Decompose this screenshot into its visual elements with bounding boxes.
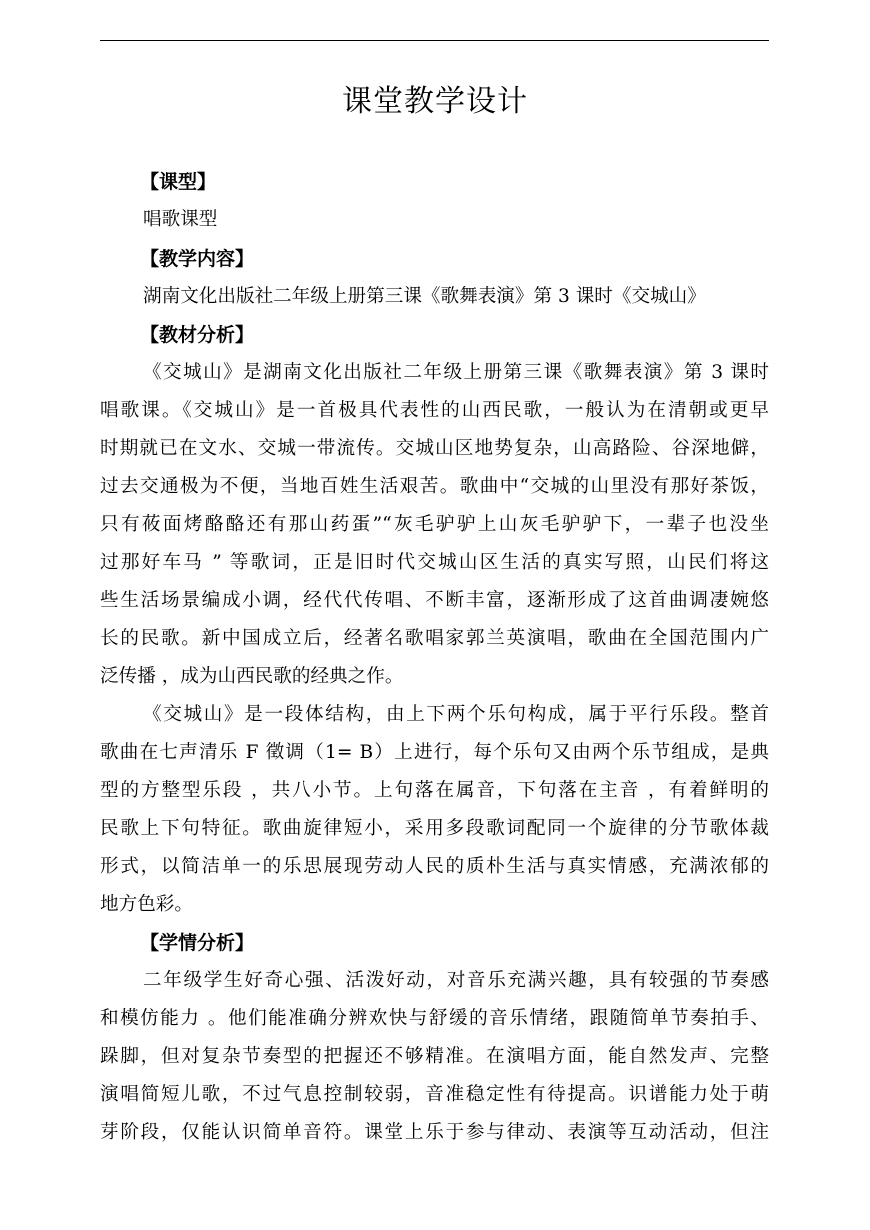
- paragraph-line: 芽阶段，仅能认识简单音符。课堂上乐于参与律动、表演等互动活动，但注: [100, 1122, 769, 1143]
- paragraph-line: 民歌上下句特征。歌曲旋律短小，采用多段歌词配同一个旋律的分节歌体裁: [100, 818, 769, 839]
- paragraph-line: 过去交通极为不便，当地百姓生活艰苦。歌曲中“交城的山里没有那好茶饭，: [100, 476, 769, 497]
- paragraph-line: 二年级学生好奇心强、活泼好动，对音乐充满兴趣，具有较强的节奏感: [143, 970, 769, 991]
- paragraph-line: 过那好车马 ” 等歌词，正是旧时代交城山区生活的真实写照，山民们将这: [100, 552, 769, 573]
- paragraph-line: 泛传播 ，成为山西民歌的经典之作。: [100, 666, 404, 687]
- paragraph-line: 只有莜面烤酪酪还有那山药蛋”“灰毛驴驴上山灰毛驴驴下，一辈子也没坐: [100, 514, 769, 535]
- header-rule: [100, 40, 769, 41]
- content-text: 湖南文化出版社二年级上册第三课《歌舞表演》第 3 课时《交城山》: [143, 286, 706, 307]
- paragraph-line: 长的民歌。新中国成立后，经著名歌唱家郭兰英演唱，歌曲在全国范围内广: [100, 628, 769, 649]
- paragraph-line: 演唱简短儿歌，不过气息控制较弱，音准稳定性有待提高。识谱能力处于萌: [100, 1084, 769, 1105]
- paragraph-line: 和模仿能力 。他们能准确分辨欢快与舒缓的音乐情绪，跟随简单节奏拍手、: [100, 1008, 769, 1029]
- paragraph-line: 跺脚，但对复杂节奏型的把握还不够精准。在演唱方面，能自然发声、完整: [100, 1046, 769, 1067]
- paragraph-line: 《交城山》是湖南文化出版社二年级上册第三课《歌舞表演》第 3 课时: [143, 362, 769, 383]
- section-heading-lesson-type: 【课型】: [140, 171, 217, 193]
- section-heading-material: 【教材分析】: [140, 324, 255, 346]
- lesson-type-text: 唱歌课型: [143, 209, 218, 230]
- paragraph-line: 形式，以简洁单一的乐思展现劳动人民的质朴生活与真实情感，充满浓郁的: [100, 856, 769, 877]
- document-title: 课堂教学设计: [342, 84, 528, 119]
- paragraph-line: 地方色彩。: [100, 894, 193, 915]
- section-heading-students: 【学情分析】: [140, 932, 255, 954]
- paragraph-line: 型的方整型乐段 ，共八小节。上句落在属音，下句落在主音 ，有着鲜明的: [100, 780, 769, 801]
- paragraph-line: 唱歌课。《交城山》是一首极具代表性的山西民歌，一般认为在清朝或更早: [100, 400, 769, 421]
- paragraph-line: 歌曲在七声清乐 F 徵调（1= B）上进行，每个乐句又由两个乐节组成，是典: [100, 742, 769, 763]
- paragraph-line: 《交城山》是一段体结构，由上下两个乐句构成，属于平行乐段。整首: [143, 704, 769, 725]
- paragraph-line: 些生活场景编成小调，经代代传唱、不断丰富，逐渐形成了这首曲调凄婉悠: [100, 590, 769, 611]
- paragraph-line: 时期就已在文水、交城一带流传。交城山区地势复杂，山高路险、谷深地僻，: [100, 438, 769, 459]
- section-heading-content: 【教学内容】: [140, 248, 255, 270]
